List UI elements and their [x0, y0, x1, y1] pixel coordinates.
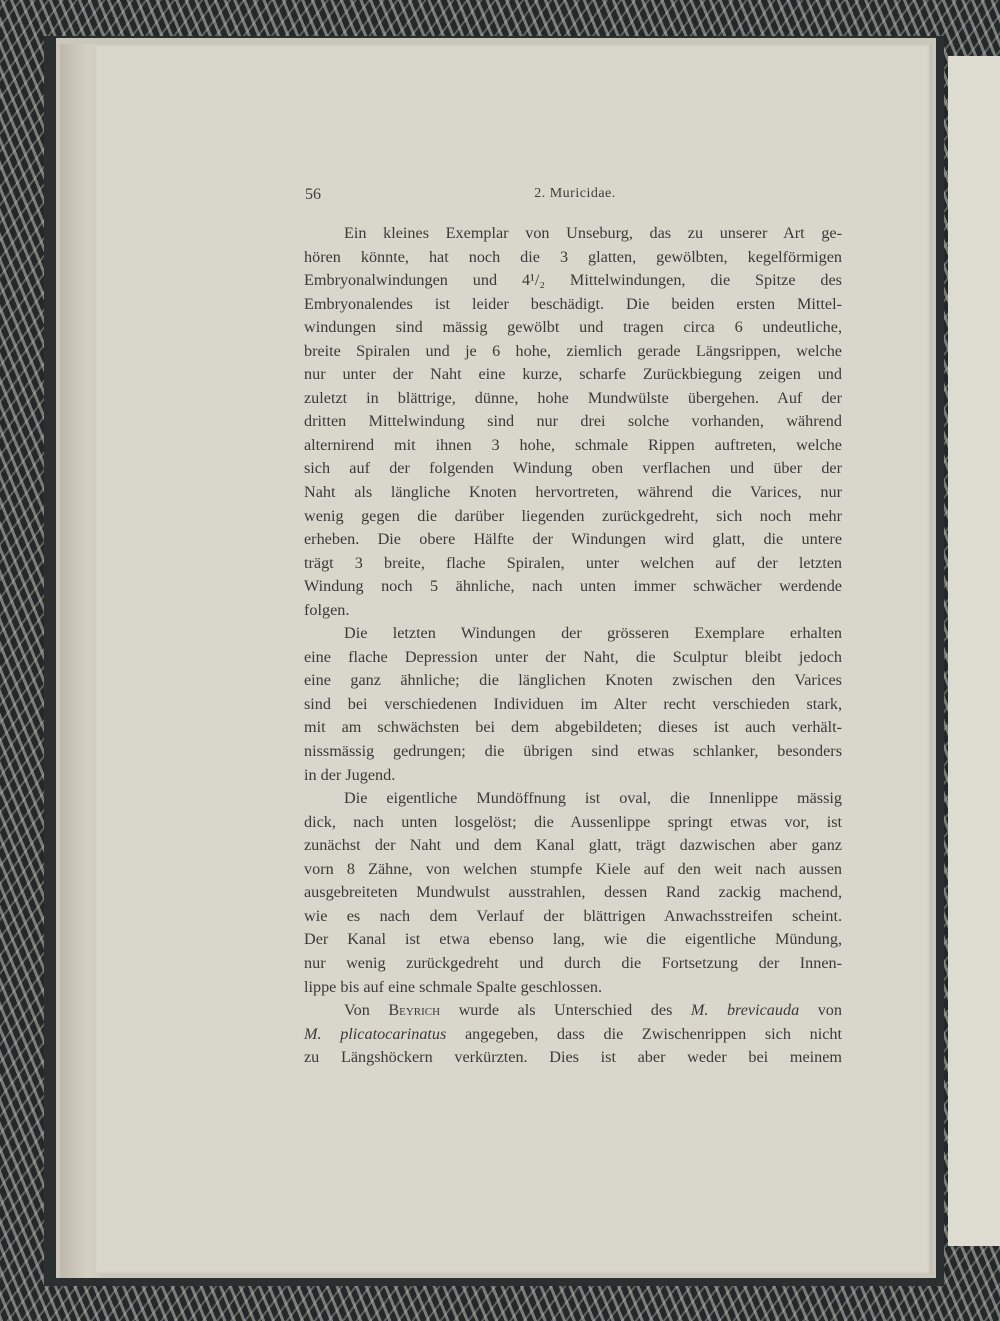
- text-line: breite Spiralen und je 6 hohe, ziemlich gerade Längsrippen, welche: [304, 341, 842, 360]
- text-line: Embryonalwindungen und 4¹/₂ Mittelwindungen, die Spitze des: [304, 271, 842, 290]
- text-line: dick, nach unten losgelöst; die Aussenlippe springt etwas vor, ist: [304, 812, 842, 831]
- text-run: Von: [344, 1001, 389, 1020]
- body-text: [304, 222, 842, 1070]
- text-line: Windung noch 5 ähnliche, nach unten immer schwächer werdende: [304, 577, 842, 596]
- text-line: sich auf der folgenden Windung oben verflachen und über der: [304, 459, 842, 478]
- text-line: wie es nach dem Verlauf der blättrigen Anwachsstreifen scheint.: [304, 906, 842, 925]
- facing-page-edge: [948, 56, 1000, 1246]
- text-run: wurde als Unterschied des: [440, 1001, 691, 1020]
- text-line: windungen sind mässig gewölbt und tragen circa 6 undeutliche,: [304, 318, 842, 337]
- text-line: folgen.: [304, 600, 350, 619]
- text-run: von: [799, 1001, 842, 1020]
- text-line: mit am schwächsten bei dem abgebildeten; dieses ist auch verhält-: [304, 718, 842, 737]
- page-header: [305, 186, 845, 208]
- text-line: in der Jugend.: [304, 765, 396, 784]
- paragraph-2: [304, 622, 842, 787]
- text-line: Naht als längliche Knoten hervortreten, während die Varices, nur: [304, 483, 842, 502]
- text-line: [304, 999, 842, 1023]
- text-line: wenig gegen die darüber liegenden zurückgedreht, sich noch mehr: [304, 506, 842, 525]
- text-line: eine flache Depression unter der Naht, die Sculptur bleibt jedoch: [304, 647, 842, 666]
- species-name: M. brevicauda: [690, 1001, 800, 1020]
- text-line: nur unter der Naht eine kurze, scharfe Zurückbiegung zeigen und: [304, 365, 842, 384]
- text-line: alternirend mit ihnen 3 hohe, schmale Rippen auftreten, welche: [304, 435, 842, 454]
- text-line: erheben. Die obere Hälfte der Windungen wird glatt, die untere: [304, 530, 842, 549]
- text-line: trägt 3 breite, flache Spiralen, unter welchen auf der letzten: [304, 553, 842, 572]
- text-line: zunächst der Naht und dem Kanal glatt, trägt dazwischen aber ganz: [304, 836, 842, 855]
- text-line: Die eigentliche Mundöffnung ist oval, die Innenlippe mässig: [344, 789, 842, 808]
- text-line: ausgebreiteten Mundwulst ausstrahlen, dessen Rand zackig machend,: [304, 883, 842, 902]
- page-number: 56: [305, 186, 321, 203]
- text-line: zuletzt in blättrige, dünne, hohe Mundwülste übergehen. Auf der: [304, 388, 842, 407]
- text-run: angegeben, dass die Zwischenrippen sich nicht: [446, 1024, 842, 1043]
- text-line: eine ganz ähnliche; die länglichen Knoten zwischen den Varices: [304, 671, 842, 690]
- text-line: lippe bis auf eine schmale Spalte geschlossen.: [304, 977, 603, 996]
- text-line: [304, 1023, 842, 1047]
- running-head: 2. Muricidae.: [534, 186, 616, 201]
- paragraph-4: [304, 999, 842, 1070]
- text-line: Ein kleines Exemplar von Unseburg, das zu unserer Art ge-: [344, 224, 842, 242]
- text-line: Die letzten Windungen der grösseren Exemplare erhalten: [344, 624, 842, 643]
- text-line: zu Längshöckern verkürzten. Dies ist aber weder bei meinem: [304, 1048, 842, 1067]
- paragraph-3: [304, 787, 842, 999]
- text-line: Der Kanal ist etwa ebenso lang, wie die eigentliche Mündung,: [304, 930, 842, 949]
- text-line: nissmässig gedrungen; die übrigen sind etwas schlanker, besonders: [304, 742, 842, 761]
- text-line: vorn 8 Zähne, von welchen stumpfe Kiele auf den weit nach aussen: [304, 859, 842, 878]
- paragraph-1: [304, 222, 842, 622]
- author-name: Beyrich: [388, 1001, 441, 1020]
- text-line: Embryonalendes ist leider beschädigt. Die beiden ersten Mittel-: [304, 294, 842, 313]
- species-name: M. plicatocarinatus: [304, 1024, 447, 1043]
- text-line: hören könnte, hat noch die 3 glatten, gewölbten, kegelförmigen: [304, 247, 842, 266]
- text-line: nur wenig zurückgedreht und durch die Fortsetzung der Innen-: [304, 953, 842, 972]
- text-line: sind bei verschiedenen Individuen im Alter recht verschieden stark,: [304, 694, 842, 713]
- text-line: dritten Mittelwindung sind nur drei solche vorhanden, während: [304, 412, 842, 431]
- page-edges: [60, 44, 100, 1278]
